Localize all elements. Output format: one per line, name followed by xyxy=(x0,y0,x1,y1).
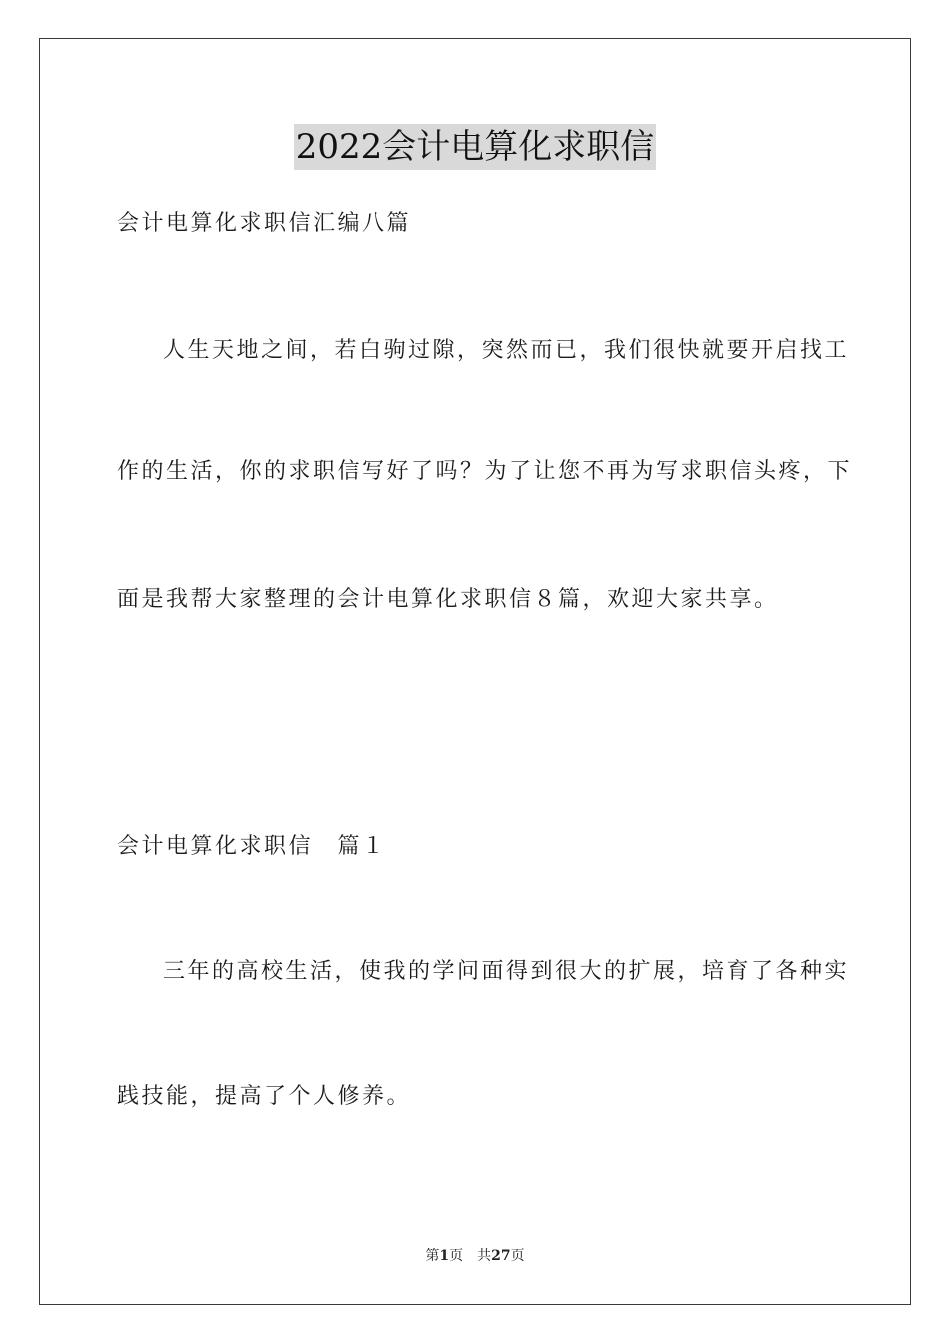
section-line-1: 三年的高校生活，使我的学问面得到很大的扩展，培育了各种实 xyxy=(163,959,850,984)
footer-page-total: 27 xyxy=(491,1248,511,1264)
intro-line-3: 面是我帮大家整理的会计电算化求职信８篇，欢迎大家共享。 xyxy=(117,587,779,612)
section-heading: 会计电算化求职信 篇１ xyxy=(117,834,387,859)
section-line-2: 践技能，提高了个人修养。 xyxy=(117,1084,412,1109)
footer-page-number: 1 xyxy=(439,1248,450,1264)
title-container xyxy=(0,124,950,170)
footer-page-mid: 页 共 xyxy=(449,1248,492,1264)
footer-page-suffix: 页 xyxy=(510,1248,525,1264)
intro-line-2: 作的生活，你的求职信写好了吗？为了让您不再为写求职信头疼，下 xyxy=(117,459,853,484)
document-subtitle: 会计电算化求职信汇编八篇 xyxy=(117,211,412,236)
document-title: 2022会计电算化求职信 xyxy=(294,124,657,170)
page-footer xyxy=(0,1246,950,1266)
footer-page-prefix: 第 xyxy=(425,1248,440,1264)
intro-line-1: 人生天地之间，若白驹过隙，突然而已，我们很快就要开启找工 xyxy=(163,338,850,363)
